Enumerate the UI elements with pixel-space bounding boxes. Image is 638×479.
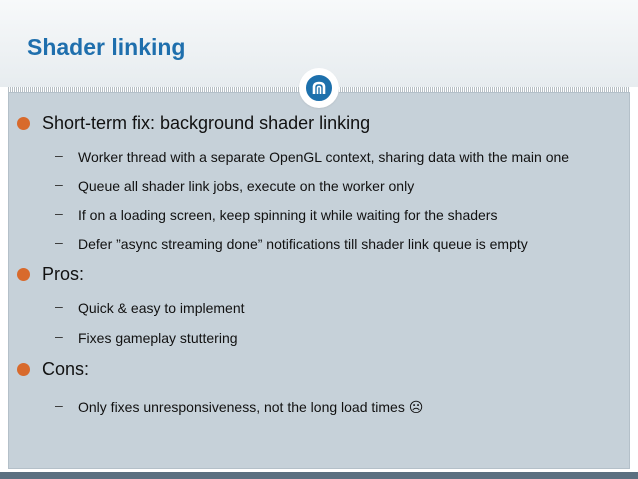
sub-bullet-loading-screen: If on a loading screen, keep spinning it while waiting for the shaders: [78, 207, 498, 223]
sub-bullet-quick-easy: Quick & easy to implement: [78, 300, 245, 316]
slide-title: Shader linking: [27, 34, 186, 60]
bullet-dot-icon: [17, 268, 30, 281]
sub-bullet-defer-notifications: Defer ”async streaming done” notifications till shader link queue is empty: [78, 236, 528, 252]
bullet-cons: Cons:: [42, 359, 90, 379]
bullet-pros: Pros:: [42, 264, 85, 284]
sub-bullet-fixes-stuttering: Fixes gameplay stuttering: [78, 330, 238, 346]
bullet-dot-icon: [17, 363, 30, 376]
dash-icon: –: [55, 328, 63, 344]
dash-icon: –: [55, 234, 63, 250]
dash-icon: –: [55, 205, 63, 221]
dash-icon: –: [55, 147, 63, 163]
sub-bullet-only-fixes: Only fixes unresponsiveness, not the long load times ☹: [78, 399, 424, 415]
dash-icon: –: [55, 397, 63, 413]
sub-bullet-worker-thread: Worker thread with a separate OpenGL context, sharing data with the main one: [78, 149, 570, 165]
dash-icon: –: [55, 298, 63, 314]
footer-bar: [0, 472, 638, 479]
logo-icon: [301, 70, 337, 106]
bullet-short-term-fix: Short-term fix: background shader linking: [42, 113, 371, 133]
dash-icon: –: [55, 176, 63, 192]
bullet-dot-icon: [17, 117, 30, 130]
sub-bullet-queue-jobs: Queue all shader link jobs, execute on the worker only: [78, 178, 415, 194]
